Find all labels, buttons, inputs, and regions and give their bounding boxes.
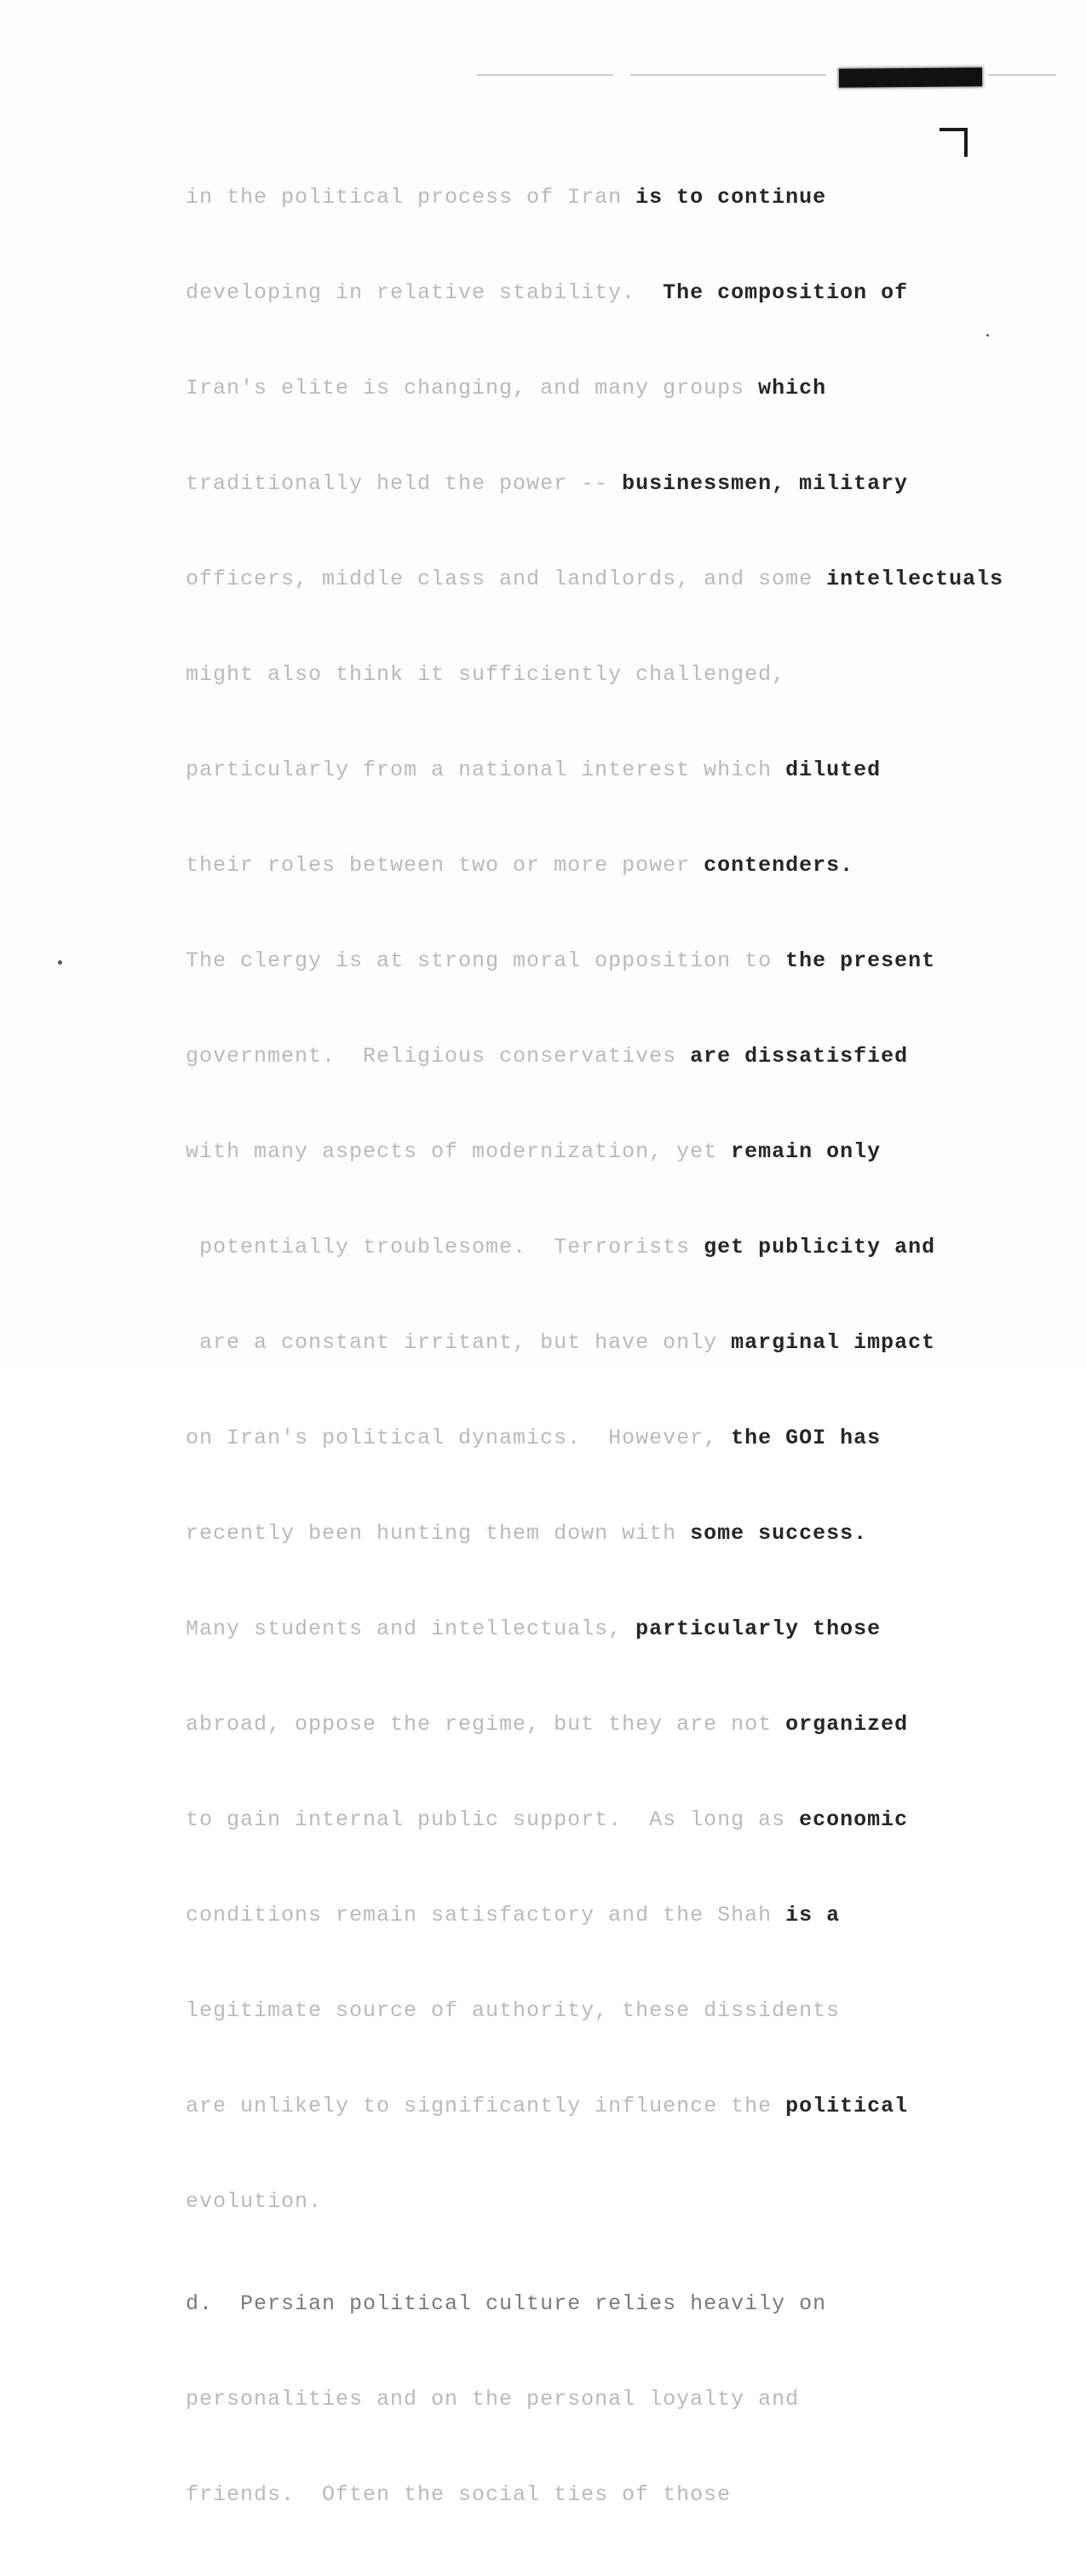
- text-line: [186, 1233, 952, 1279]
- faint-text: developing in relative stability.: [186, 280, 664, 305]
- text-line: [186, 1138, 952, 1184]
- text-line: [186, 1424, 952, 1470]
- dark-text: contenders.: [704, 853, 854, 878]
- faint-text: d. Persian political culture relies heavily on: [186, 2291, 827, 2316]
- faint-text: personalities and on the personal loyalty and: [186, 2387, 800, 2412]
- dark-text: diluted: [785, 758, 882, 782]
- faint-text: particularly from a national interest which: [186, 758, 786, 782]
- text-line: [186, 2385, 952, 2431]
- faint-text: are a constant irritant, but have only: [186, 1330, 732, 1355]
- text-line: [186, 756, 952, 802]
- faint-text: their roles between two or more power: [186, 853, 704, 878]
- text-line: [186, 1997, 952, 2043]
- faint-text: conditions remain satisfactory and the Shah: [186, 1903, 786, 1928]
- text-line: [186, 851, 952, 897]
- dark-text: remain only: [731, 1139, 882, 1164]
- faint-text: The clergy is at strong moral opposition to: [186, 948, 786, 973]
- dark-text: are dissatisfied: [690, 1044, 909, 1069]
- faint-text: with many aspects of modernization, yet: [186, 1139, 732, 1164]
- corner-mark: [939, 128, 967, 131]
- text-line: [186, 1710, 952, 1756]
- dark-text: the present: [785, 948, 936, 973]
- text-line: [186, 1042, 952, 1088]
- dark-text: particularly those: [635, 1616, 882, 1641]
- faint-text: legitimate source of authority, these dissidents: [186, 1998, 841, 2023]
- faint-text: abroad, oppose the regime, but they are not: [186, 1712, 786, 1737]
- dark-text: intellectuals: [826, 567, 1004, 591]
- text-line: [186, 565, 1004, 611]
- text-line: [186, 2092, 952, 2138]
- faint-text: Many students and intellectuals,: [186, 1616, 636, 1641]
- dark-text: which: [758, 376, 827, 401]
- faint-text: friends. Often the social ties of those: [186, 2482, 732, 2507]
- corner-mark: [964, 128, 968, 157]
- faint-text: might also think it sufficiently challenged,: [186, 662, 786, 687]
- text-line: [186, 470, 952, 516]
- text-line: [186, 1901, 952, 1947]
- scan-artifact: [630, 74, 826, 76]
- dark-text: is a: [785, 1903, 841, 1928]
- text-line: [186, 183, 952, 229]
- text-line: [186, 1615, 952, 1661]
- faint-text: Iran's elite is changing, and many groups: [186, 376, 759, 401]
- scan-artifact: [477, 74, 613, 76]
- dark-text: economic: [799, 1807, 909, 1832]
- faint-text: traditionally held the power --: [186, 471, 623, 496]
- faint-text: are unlikely to significantly influence the: [186, 2094, 786, 2118]
- text-line: [186, 1519, 952, 1565]
- dark-text: marginal impact: [731, 1330, 936, 1355]
- redaction-bar: [839, 67, 982, 87]
- text-line: [186, 1328, 952, 1374]
- faint-text: on Iran's political dynamics. However,: [186, 1426, 732, 1450]
- text-line: [186, 660, 952, 706]
- text-line: [186, 947, 952, 993]
- dark-text: some success.: [690, 1521, 868, 1546]
- dark-text: is to continue: [635, 185, 827, 210]
- faint-text: evolution.: [186, 2189, 323, 2214]
- faint-text: recently been hunting them down with: [186, 1521, 691, 1546]
- dark-text: organized: [785, 1712, 909, 1737]
- text-line: [186, 2481, 952, 2527]
- text-line: [186, 279, 952, 325]
- text-line: [186, 1806, 952, 1852]
- dark-text: get publicity and: [704, 1235, 936, 1259]
- scan-speck: [986, 334, 989, 337]
- faint-text: to gain internal public support. As long as: [186, 1807, 800, 1832]
- text-line: [186, 2187, 952, 2240]
- faint-text: in the political process of Iran: [186, 185, 636, 210]
- faint-text: government. Religious conservatives: [186, 1044, 691, 1069]
- dark-text: political: [785, 2094, 909, 2118]
- faint-text: officers, middle class and landlords, and some: [186, 567, 827, 591]
- faint-text: potentially troublesome. Terrorists: [186, 1235, 704, 1259]
- document-body: [186, 134, 1004, 2576]
- scan-speck: [58, 960, 62, 965]
- dark-text: businessmen, military: [622, 471, 909, 496]
- scan-artifact: [988, 74, 1056, 76]
- text-line: [186, 2290, 952, 2336]
- text-line: [186, 374, 952, 420]
- dark-text: The composition of: [663, 280, 909, 305]
- dark-text: the GOI has: [731, 1426, 882, 1450]
